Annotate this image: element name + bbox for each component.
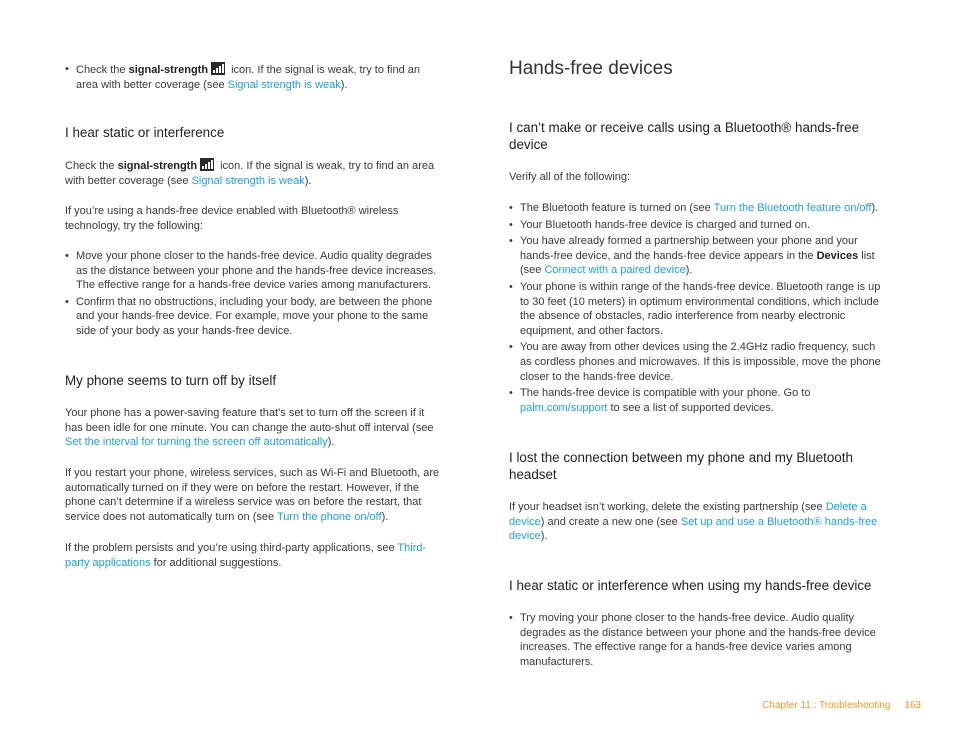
top-bullet-list <box>65 62 445 92</box>
link-third-party-apps[interactable]: Third-party applications <box>65 542 427 569</box>
heading-lost-connection: I lost the connection between my phone and my Bluetooth headset <box>509 450 853 482</box>
bold-term: signal-strength <box>128 64 209 76</box>
list-item: • Check the signal-strength icon. If the signal is weak, try to find an area with better coverage (see Signal strength is weak). <box>65 62 445 92</box>
list-item: • Move your phone closer to the hands-free device. Audio quality degrades as the distance between your phone and the hands-free device increases. The effective range for a hands-free device varies among manufacturers. <box>65 249 445 293</box>
heading-turn-off: My phone seems to turn off by itself <box>65 373 277 388</box>
heading-cant-make-calls: I can’t make or receive calls using a Bluetooth® hands-free device <box>509 120 860 152</box>
page-title: Hands-free devices <box>509 58 673 79</box>
link-delete-device[interactable]: Delete a device <box>509 501 867 528</box>
list-item: • Your phone is within range of the hands-free device. Bluetooth range is up to 30 feet (10 meters) in optimum environmental conditions, which include the absence of obstacles, radio interference from nearby electronic equipment, and other factors. <box>509 280 889 338</box>
link-connect-paired-device[interactable]: Connect with a paired device <box>544 264 686 277</box>
link-palm-support[interactable]: palm.com/support <box>520 401 608 414</box>
heading-static-interference: I hear static or interference <box>65 125 225 140</box>
link-turn-phone-on-off[interactable]: Turn the phone on/off <box>276 510 382 523</box>
link-signal-strength-weak[interactable]: Signal strength is weak <box>191 174 305 187</box>
list-item: • The Bluetooth feature is turned on (see Turn the Bluetooth feature on/off). <box>509 201 889 216</box>
signal-strength-icon <box>200 158 214 171</box>
list-item: • Try moving your phone closer to the hands-free device. Audio quality degrades as the distance between your phone and the hands-free device increases. The effective range for a hands-free device varies among manufacturers. <box>509 611 889 669</box>
page-number: 163 <box>904 700 921 711</box>
list-item: • Your Bluetooth hands-free device is charged and turned on. <box>509 218 889 233</box>
calls-intro: Verify all of the following: <box>509 171 631 183</box>
link-setup-bluetooth-device[interactable]: Set up and use a Bluetooth® hands-free device <box>509 515 878 543</box>
turnoff-paragraph-2: If you restart your phone, wireless services, such as Wi-Fi and Bluetooth, are automatically turned on if they were on before the restart. However, if the phone can’t determine if a wireless service was on before the restart, that service does not automatically turn on (see Turn the phone on/off). <box>65 467 440 523</box>
heading-static-hands-free: I hear static or interference when using my hands-free device <box>509 578 872 593</box>
bold-term: Devices <box>816 249 859 262</box>
turnoff-paragraph-3: If the problem persists and you’re using third-party applications, see Third-party applications for additional suggestions. <box>65 542 427 569</box>
static-hands-free-bullet-list <box>509 611 889 669</box>
link-signal-strength-weak[interactable]: Signal strength is weak <box>227 78 341 91</box>
signal-strength-icon <box>211 62 225 75</box>
static-paragraph-2: If you’re using a hands-free device enabled with Bluetooth® wireless technology, try the following: <box>65 205 399 232</box>
list-item: • You are away from other devices using the 2.4GHz radio frequency, such as cordless phones and microwaves. If this is impossible, move the phone closer to the hands-free device. <box>509 340 889 384</box>
link-screen-interval[interactable]: Set the interval for turning the screen off automatically <box>65 436 328 449</box>
static-bullet-list <box>65 249 445 339</box>
footer-chapter: Chapter 11 : Troubleshooting <box>762 700 891 711</box>
lost-paragraph: If your headset isn’t working, delete the existing partnership (see Delete a device) and create a new one (see Set up and use a Bluetooth® hands-free device). <box>509 501 878 543</box>
static-paragraph-1: Check the signal-strength icon. If the signal is weak, try to find an area with better coverage (see Signal strength is weak). <box>65 160 435 187</box>
link-bluetooth-on-off[interactable]: Turn the Bluetooth feature on/off <box>713 202 872 214</box>
list-item: • Confirm that no obstructions, including your body, are between the phone and your hands-free device. For example, move your phone to the same side of your body as your hands-free device. <box>65 295 445 339</box>
turnoff-paragraph-1: Your phone has a power-saving feature that’s set to turn off the screen if it has been idle for one minute. You can change the auto-shut off interval (see Set the interval for turning the screen off automatically). <box>65 407 434 449</box>
page-footer <box>700 700 921 711</box>
list-item: • The hands-free device is compatible with your phone. Go to palm.com/support to see a list of supported devices. <box>509 386 889 415</box>
calls-bullet-list <box>509 201 889 415</box>
bold-term: signal-strength <box>117 160 198 172</box>
list-item: • You have already formed a partnership between your phone and your hands-free device, and the hands-free device appears in the Devices list (see Connect with a paired device). <box>509 234 889 278</box>
